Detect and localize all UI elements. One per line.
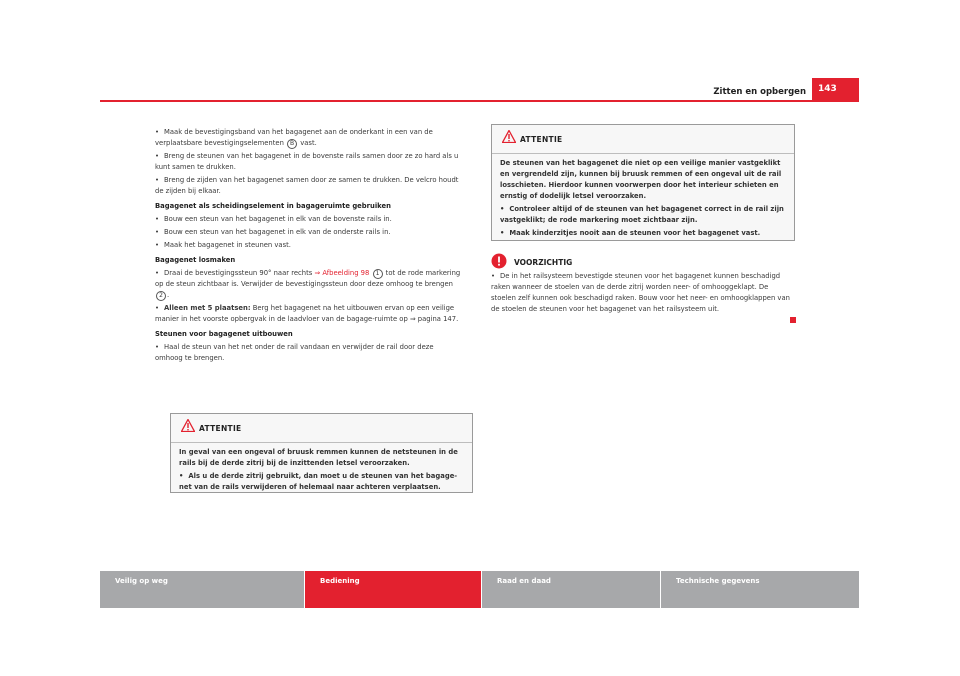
list-item: • Breng de zijden van het bagagenet samen door ze samen te drukken. De velcro houdt de zijden bij elkaar. [155, 175, 463, 197]
list-item: • Alleen met 5 plaatsen: Berg het bagagenet na het uitbouwen ervan op een veilige manier in het voorste opbergvak in de laadvloer van de bagage-ruimte op ⇒ pagina 147. [155, 303, 463, 325]
caution-body [491, 271, 791, 317]
list-item: • Draai de bevestigingssteun 90° naar rechts ⇒ Afbeelding 98 1 tot de rode markering op de steun zichtbaar is. Verwijder de bevestigingssteun door deze omhoog te brengen 2 . [155, 268, 463, 301]
caution-text: • De in het railsysteem bevestigde steunen voor het bagagenet kunnen beschadigd raken wanneer de stoelen van de derde zitrij worden neer- of omhooggeklapt. De stoelen zelf kunnen ook beschadigd raken. Bouw voor het neer- en omhoogklappen van de stoelen de steunen voor het bagagenet van het railsysteem uit. [491, 271, 791, 315]
list-item: • Maak het bagagenet in steunen vast. [155, 240, 463, 251]
footer-tab-veilig[interactable]: Veilig op weg [100, 571, 304, 608]
caution-icon [491, 253, 507, 269]
marker-b: B [287, 139, 297, 149]
warning-label: ATTENTIE [199, 424, 242, 433]
figure-link[interactable]: ⇒ Afbeelding 98 [314, 269, 370, 277]
list-item: • Haal de steun van het net onder de rail vandaan en verwijder de rail door deze omhoog te brengen. [155, 342, 463, 364]
left-column [155, 127, 463, 366]
warning-bullet: • Controleer altijd of de steunen van het bagagenet correct in de rail zijn vastgeklikt; de rode markering moet zichtbaar zijn. [500, 204, 786, 226]
section-heading: Bagagenet losmaken [155, 256, 236, 264]
warning-text: De steunen van het bagagenet die niet op een veilige manier vastgeklikt en vergrendeld zijn, kunnen bij bruusk remmen of een ongeval uit de rail losschieten. Hierdoor kunnen voorwerpen door het interieur schieten en ernstig of dodelijk letsel veroorzaken. [500, 159, 782, 200]
warning-header [492, 125, 794, 154]
warning-bullet: • Als u de derde zitrij gebruikt, dan moet u de steunen van het bagage-net van de rails verwijderen of helemaal naar achteren verplaatsen. [179, 471, 464, 493]
warning-bullet: • Maak kinderzitjes nooit aan de steunen voor het bagagenet vast. [500, 228, 786, 239]
page-number: 143 [812, 78, 859, 101]
warning-icon [502, 130, 516, 143]
list-item: • Maak de bevestigingsband van het bagagenet aan de onderkant in een van de verplaatsbare bevestigingselementen B vast. [155, 127, 463, 149]
marker-1: 1 [373, 269, 383, 279]
section-title: Zitten en opbergen [713, 87, 806, 97]
footer-tab-technisch[interactable]: Technische gegevens [661, 571, 859, 608]
warning-header [171, 414, 472, 443]
warning-text: In geval van een ongeval of bruusk remmen kunnen de netsteunen in de rails bij de derde zitrij bij de inzittenden letsel veroorzaken. [179, 448, 458, 467]
warning-icon [181, 419, 195, 432]
caution-label: VOORZICHTIG [514, 258, 573, 267]
section-heading: Bagagenet als scheidingselement in bagageruimte gebruiken [155, 202, 391, 210]
caution-header [491, 253, 573, 269]
list-item: • Bouw een steun van het bagagenet in elk van de onderste rails in. [155, 227, 463, 238]
footer-tab-raad[interactable]: Raad en daad [482, 571, 660, 608]
warning-box [491, 124, 795, 241]
section-heading: Steunen voor bagagenet uitbouwen [155, 330, 293, 338]
list-item: • Breng de steunen van het bagagenet in de bovenste rails samen door ze zo hard als u kunt samen te drukken. [155, 151, 463, 173]
header-rule [100, 100, 859, 102]
footer-tab-bediening[interactable]: Bediening [305, 571, 481, 608]
warning-label: ATTENTIE [520, 135, 563, 144]
end-marker [790, 317, 796, 323]
list-item: • Bouw een steun van het bagagenet in elk van de bovenste rails in. [155, 214, 463, 225]
marker-2: 2 [156, 291, 166, 301]
warning-box [170, 413, 473, 493]
